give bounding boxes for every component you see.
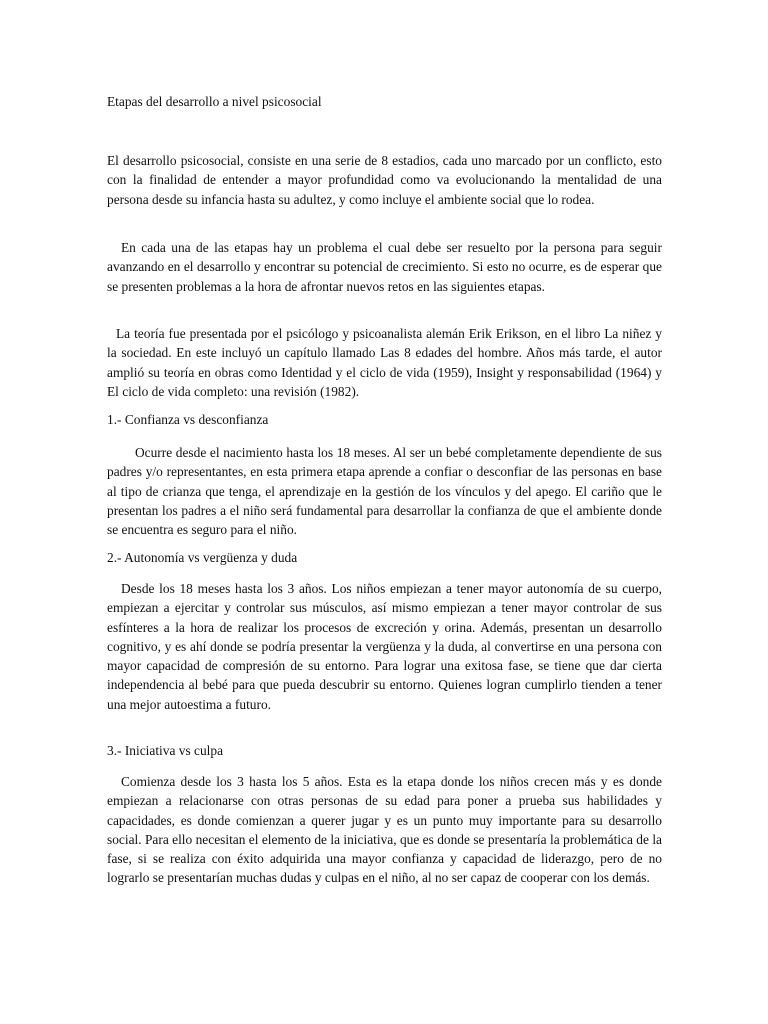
intro-paragraph-2: En cada una de las etapas hay un problema el cual debe ser resuelto por la persona para seguir avanzando en el desarrollo y encontrar su potencial de crecimiento. Si esto no ocurre, es de esperar que se presenten problemas a la hora de afrontar nuevos retos en las siguientes etapas. [107, 240, 662, 294]
section-body-2: Desde los 18 meses hasta los 3 años. Los niños empiezan a tener mayor autonomía de su cuerpo, empiezan a ejercitar y controlar sus músculos, así mismo empiezan a tener mayor controlar de sus esfínteres a la hora de realizar los procesos de excreción y orina. Además, presentan un desarrollo cognitivo, y es ahí donde se podría presentar la vergüenza y la duda, al convertirse en una persona con mayor capacidad de compresión de su entorno. Para lograr una exitosa fase, se tiene que dar cierta independencia al bebé para que pueda descubrir su entorno. Quienes logran cumplirlo tienden a tener una mejor autoestima a futuro. [107, 581, 662, 712]
section-heading-3: 3.- Iniciativa vs culpa [107, 743, 224, 758]
document-title: Etapas del desarrollo a nivel psicosocial [107, 94, 322, 109]
section-heading-2: 2.- Autonomía vs vergüenza y duda [107, 550, 298, 565]
section-body-1: Ocurre desde el nacimiento hasta los 18 meses. Al ser un bebé completamente dependiente de sus padres y/o representantes, en esta primera etapa aprende a confiar o desconfiar de las personas en base al tipo de crianza que tenga, el aprendizaje en la gestión de los vínculos y del apego. El cariño que le presentan los padres a el niño será fundamental para desarrollar la confianza de que el ambiente donde se encuentra es seguro para el niño. [107, 445, 662, 538]
section-body-3: Comienza desde los 3 hasta los 5 años. Esta es la etapa donde los niños crecen más y es donde empiezan a relacionarse con otras personas de su edad para poner a prueba sus habilidades y capacidades, es donde comienzan a querer jugar y es un punto muy importante para su desarrollo social. Para ello necesitan el elemento de la iniciativa, que es donde se presentaría la problemática de la fase, si se realiza con éxito adquirida una mayor confianza y capacidad de liderazgo, pero de no lograrlo se presentarían muchas dudas y culpas en el niño, al no ser capaz de cooperar con los demás. [107, 774, 662, 886]
intro-paragraph-3: La teoría fue presentada por el psicólogo y psicoanalista alemán Erik Erikson, en el libro La niñez y la sociedad. En este incluyó un capítulo llamado Las 8 edades del hombre. Años más tarde, el autor amplió su teoría en obras como Identidad y el ciclo de vida (1959), Insight y responsabilidad (1964) y El ciclo de vida completo: una revisión (1982). [107, 326, 662, 399]
intro-paragraph-1: El desarrollo psicosocial, consiste en una serie de 8 estadios, cada uno marcado por un conflicto, esto con la finalidad de entender a mayor profundidad como va evolucionando la mentalidad de una persona desde su infancia hasta su adultez, y como incluye el ambiente social que lo rodea. [107, 153, 662, 207]
section-heading-1: 1.- Confianza vs desconfianza [107, 412, 269, 427]
